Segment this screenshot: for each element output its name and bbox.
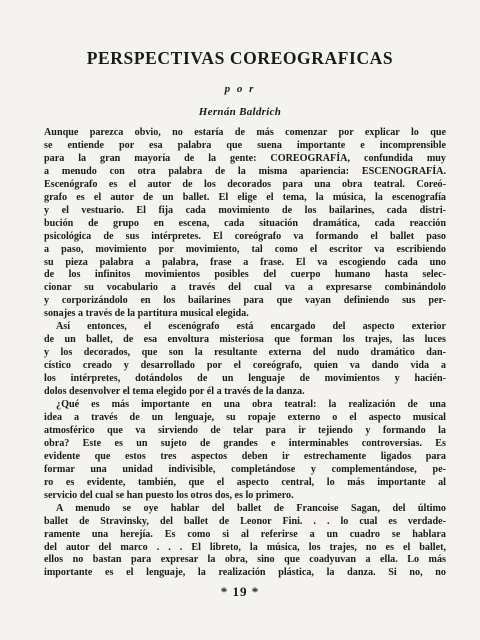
byline-prefix: p o r	[224, 83, 256, 95]
text-line: ramente una herejía. Es como si al referirse a un cuadro se hablara	[44, 528, 446, 540]
text-line: y los decorados, que son la resultante externa del nudo dramático dan-	[44, 347, 446, 359]
text-line: ellos no bastan para expresar la obra, sino que coadyuvan a ella. Lo más	[44, 554, 446, 566]
text-line: idea a través de un lenguaje, su ropaje externo o el aspecto musical	[44, 411, 446, 423]
text-line: psicológica de sus intérpretes. El coreógrafo va formando el ballet paso	[44, 230, 446, 242]
text-line: grafo es el autor de un ballet. El elige el tema, la música, la escenografía	[44, 191, 446, 203]
text-line: A menudo se oye hablar del ballet de Francoise Sagan, del último	[56, 502, 446, 514]
text-line: servicio del cual se han puesto los otros dos, es lo primero.	[44, 489, 294, 501]
text-line: bución de grupo en escena, cada situación dramática, cada reacción	[44, 217, 446, 229]
text-line: a paso, movimiento por movimiento, tal como el escritor va escribiendo	[44, 243, 446, 255]
text-line: a menudo con otra palabra de la misma apariencia: ESCENOGRAFÍA.	[44, 165, 446, 177]
text-line: ro es evidente, también, que el aspecto central, lo más importante al	[44, 476, 446, 488]
text-line: y corporizándolo en los bailarines para que vayan definiendo sus per-	[44, 295, 446, 307]
text-line: cístico creado y desarrollado por el coreógrafo, quien va dando vida a	[44, 360, 446, 372]
page-number: * 19 *	[220, 584, 260, 599]
text-line: obra? Este es un sujeto de grandes e interminables controversias. Es	[44, 437, 446, 449]
text-line: se entiende por esa palabra que suena importante e incomprensible	[44, 139, 446, 151]
author-name: Hernán Baldrich	[198, 106, 282, 118]
text-line: para la gran mayoría de la gente: COREOGRAFÍA, confundida muy	[44, 152, 446, 164]
article-title: PERSPECTIVAS COREOGRAFICAS	[86, 48, 394, 68]
text-line: ballet de Stravinsky, del ballet de Leonor Fini. . . lo cual es verdade-	[44, 515, 446, 527]
text-line: Aunque parezca obvio, no estaría de más comenzar por explicar lo que	[44, 127, 446, 138]
text-line: de los infinitos movimientos posibles del cuerpo humano hasta selec-	[44, 269, 446, 281]
article-body	[44, 127, 446, 580]
text-line: del autor del marco . . . El libreto, la música, los trajes, no es el ballet,	[44, 541, 446, 553]
text-line: ¿Qué es más importante en una obra teatral: la realización de una	[56, 399, 446, 411]
text-line: los intérpretes, dotándolos de un lenguaje de movimientos y hacién-	[44, 373, 446, 385]
text-line: su pieza palabra a palabra, frase a frase. El va escogiendo cada uno	[44, 256, 446, 268]
text-line: formar una unidad indivisible, completándose y complementándose, pe-	[44, 463, 446, 475]
text-line: y el vestuario. El fija cada movimiento de los bailarines, cada distri-	[44, 204, 446, 216]
text-line: cionar su vocabulario a través del cual va a expresarse combinándolo	[44, 282, 446, 294]
text-line: Así entonces, el escenógrafo está encargado del aspecto exterior	[56, 321, 446, 333]
text-line: sonajes a través de la partitura musical elegida.	[44, 308, 249, 320]
text-line: atmosférico que va sirviendo de telar para ir tejiendo y formando la	[44, 424, 446, 436]
text-line: importante es el lenguaje, la realización plástica, la danza. Si no, no	[44, 567, 446, 579]
text-line: Escenógrafo es el autor de los decorados para una obra teatral. Coreó-	[44, 178, 446, 190]
text-line: evidente que estos tres aspectos deben ir estrechamente ligados para	[44, 450, 446, 462]
text-line: dolos desenvolver el tema elegido por él a través de la danza.	[44, 386, 305, 398]
text-line: de un ballet, de esa envoltura misteriosa que forman los trajes, las luces	[44, 334, 446, 346]
